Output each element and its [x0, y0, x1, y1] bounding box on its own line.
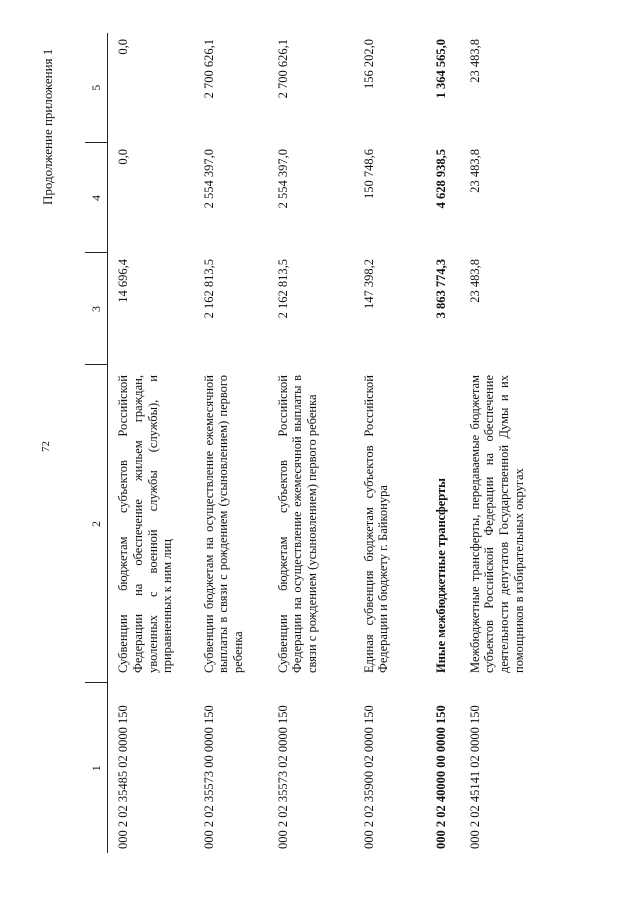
budget-item-name: Иные межбюджетные трансферты: [433, 478, 448, 673]
table-row: [460, 33, 560, 853]
budget-code: 000 2 02 35485 02 0000 150: [116, 705, 130, 849]
value-col3: 23 483,8: [467, 259, 482, 303]
value-col4: 2 554 397,0: [201, 149, 216, 209]
value-col5: 1 364 565,0: [433, 39, 448, 99]
budget-code: 000 2 02 35573 02 0000 150: [275, 705, 290, 849]
value-col5: 2 700 626,1: [275, 39, 290, 99]
column-header: 1: [85, 683, 108, 853]
budget-code: 000 2 02 45141 02 0000 150: [467, 705, 482, 849]
budget-code: 000 2 02 35900 02 0000 150: [361, 705, 376, 849]
value-col5: 0,0: [116, 39, 130, 55]
value-col4: 0,0: [116, 149, 130, 165]
value-col3: 14 696,4: [116, 259, 130, 303]
page-number: 72: [40, 441, 52, 452]
rotated-table-container: [85, 33, 590, 853]
column-header: 2: [85, 365, 108, 683]
value-col4: 4 628 938,5: [433, 149, 448, 209]
budget-code: 000 2 02 40000 00 0000 150: [433, 705, 448, 849]
table-header-row: [85, 33, 108, 853]
column-header: 4: [85, 143, 108, 253]
budget-item-name: Субвенции бюджетам субъектов Российской Федерации на обеспечение жильем граждан, уволенных с военной службы (службы), и приравненных к ним лиц: [116, 375, 175, 673]
value-col4: 23 483,8: [467, 149, 482, 193]
budget-item-name: Субвенции бюджетам на осуществление ежемесячной выплаты в связи с рождением (усыновлением) первого ребенка: [201, 375, 245, 673]
value-col3: 147 398,2: [361, 259, 376, 309]
budget-code: 000 2 02 35573 00 0000 150: [201, 705, 216, 849]
value-col3: 2 162 813,5: [275, 259, 290, 319]
table-row: [194, 33, 268, 853]
value-col3: 3 863 774,3: [433, 259, 448, 319]
value-col5: 23 483,8: [467, 39, 482, 83]
table-row: [268, 33, 354, 853]
budget-item-name: Единая субвенция бюджетам субъектов Российской Федерации и бюджету г. Байконура: [361, 375, 391, 673]
budget-item-name: Межбюджетные трансферты, передаваемые бюджетам субъектов Российской Федерации на обеспечение деятельности депутатов Государственной Думы и их помощников в избирательных округах: [467, 375, 526, 673]
table-row: [108, 33, 194, 853]
value-col5: 156 202,0: [361, 39, 376, 89]
table-row: [354, 33, 426, 853]
value-col4: 2 554 397,0: [275, 149, 290, 209]
table-row-total: [426, 33, 460, 853]
column-header: 5: [85, 33, 108, 143]
continuation-title: Продолжение приложения 1: [40, 48, 55, 205]
value-col4: 150 748,6: [361, 149, 376, 199]
column-header: 3: [85, 253, 108, 365]
budget-table: [85, 33, 560, 853]
value-col5: 2 700 626,1: [201, 39, 216, 99]
budget-item-name: Субвенции бюджетам субъектов Российской Федерации на осуществление ежемесячной выплаты в связи с рождением (усыновлением) первого ребенка: [275, 375, 319, 673]
value-col3: 2 162 813,5: [201, 259, 216, 319]
